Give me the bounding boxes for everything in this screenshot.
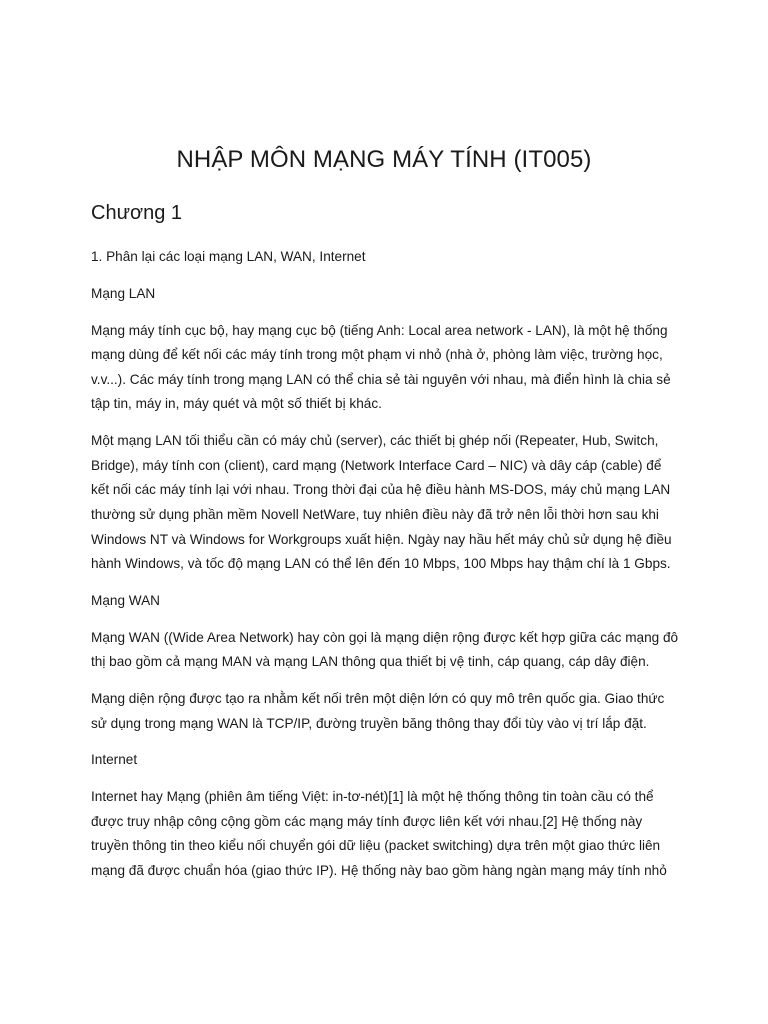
chapter-heading: Chương 1 [91, 202, 182, 224]
paragraph-lan-components: Một mạng LAN tối thiểu cần có máy chủ (server), các thiết bị ghép nối (Repeater, Hub, Switch, Bridge), máy tính con (client), card mạng (Network Interface Card – NIC) và dây cáp (cable) để kết nối các máy tính lại với nhau. Trong thời đại của hệ điều hành MS-DOS, máy chủ mạng LAN thường sử dụng phần mềm Novell NetWare, tuy nhiên điều này đã trở nên lỗi thời hơn sau khi Windows NT và Windows for Workgroups xuất hiện. Ngày nay hầu hết máy chủ sử dụng hệ điều hành Windows, và tốc độ mạng LAN có thể lên đến 10 Mbps, 100 Mbps hay thậm chí là 1 Gbps. [91, 433, 672, 572]
paragraph-wan-definition: Mạng WAN ((Wide Area Network) hay còn gọi là mạng diện rộng được kết hợp giữa các mạng đô thị bao gồm cả mạng MAN và mạng LAN thông qua thiết bị vệ tinh, cáp quang, cáp dây điện. [91, 629, 679, 670]
document-title: NHẬP MÔN MẠNG MÁY TÍNH (IT005) [176, 146, 592, 173]
section-heading: 1. Phân lại các loại mạng LAN, WAN, Internet [91, 249, 366, 264]
document-body [91, 245, 681, 896]
paragraph-internet-definition: Internet hay Mạng (phiên âm tiếng Việt: in-tơ-nét)[1] là một hệ thống thông tin toàn cầu có thể được truy nhập công cộng gồm các mạng máy tính được liên kết với nhau.[2] Hệ thống này truyền thông tin theo kiểu nối chuyển gói dữ liệu (packet switching) dựa trên một giao thức liên mạng đã được chuẩn hóa (giao thức IP). Hệ thống này bao gồm hàng ngàn mạng máy tính nhỏ [91, 789, 667, 878]
subsection-heading-wan: Mạng WAN [91, 592, 160, 608]
paragraph-wan-scope: Mạng diện rộng được tạo ra nhằm kết nối trên một diện lớn có quy mô trên quốc gia. Giao thức sử dụng trong mạng WAN là TCP/IP, đường truyền băng thông thay đổi tùy vào vị trí lắp đặt. [91, 691, 665, 731]
paragraph-lan-definition: Mạng máy tính cục bộ, hay mạng cục bộ (tiếng Anh: Local area network - LAN), là một hệ thống mạng dùng để kết nối các máy tính trong một phạm vi nhỏ (nhà ở, phòng làm việc, trường học, v.v...). Các máy tính trong mạng LAN có thể chia sẻ tài nguyên với nhau, mà điển hình là chia sẻ tập tin, máy in, máy quét và một số thiết bị khác. [91, 322, 671, 412]
subsection-heading-internet: Internet [91, 752, 138, 768]
subsection-heading-lan: Mạng LAN [91, 285, 156, 301]
